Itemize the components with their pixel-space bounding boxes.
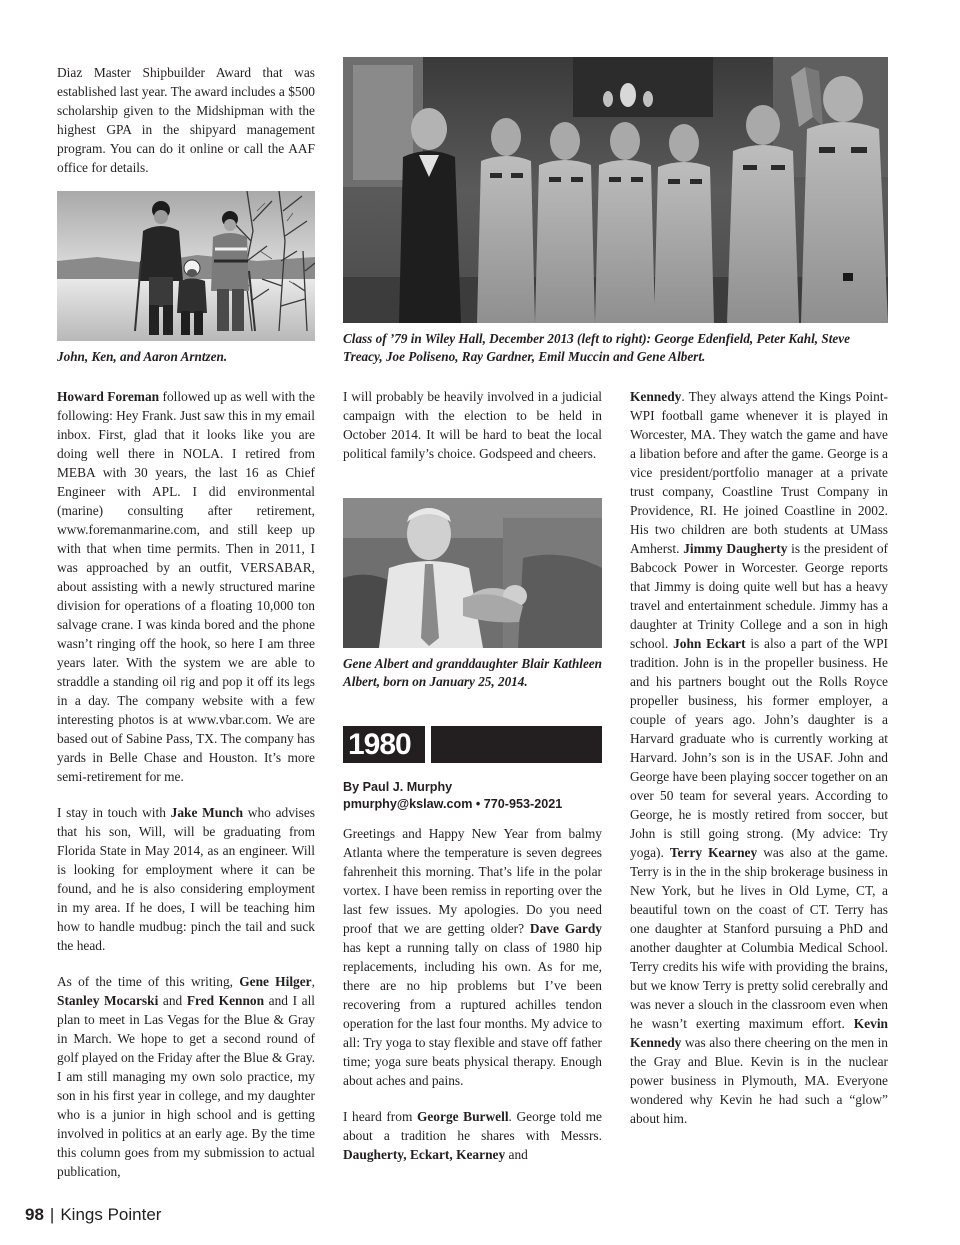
class-year-label: 1980 (348, 728, 411, 761)
body-text: has kept a running tally on class of 1980 hip replacements, including his own. As for me, there are no hip problems but I’ve been recovering from a ruptured achilles tendon operation for the last four months. My advice to all: Try yoga to stay flexible and stave off father time; yoga sure beats physical therapy. Enough about aches and pains. (343, 940, 602, 1088)
person-name: Dave Gardy (529, 921, 602, 936)
body-text: I will probably be heavily involved in a judicial campaign with the election to be held in October 2014. It will be hard to beat the local political family’s choice. Godspeed and cheers. (343, 389, 602, 461)
person-name: Kevin Kennedy (630, 1016, 888, 1050)
body-text: Greetings and Happy New Year from balmy Atlanta where the temperature is seven degrees fahrenheit this morning. That’s life in the polar vortex. I have been remiss in reporting over the last few issues. My apologies. Do you need proof that we are getting older? (343, 826, 602, 936)
column-1 (57, 387, 315, 1181)
footer-separator: | (49, 1205, 55, 1224)
person-name: John Eckart (673, 636, 746, 651)
column-2-lower (343, 824, 602, 1164)
person-name: Jake Munch (170, 805, 244, 820)
page-footer (25, 1204, 161, 1226)
body-text: and I all plan to meet in Las Vegas for the Blue & Gray in March. We hope to get a second round of golf played on the Friday after the Blue & Gray. I am still managing my own solo practice, my son in his first year in college, and my daughter who is a junior in high school and is getting involved in politics at an early age. By the time this column goes from my submission to actual publication, (57, 993, 316, 1179)
body-text: and (158, 993, 187, 1008)
column-2 (343, 387, 602, 463)
paragraph-las-vegas (57, 972, 315, 1181)
body-text: , (311, 974, 315, 989)
paragraph-jake-munch (57, 803, 315, 955)
class-year-banner (343, 726, 602, 763)
person-name: Daugherty, Eckart, Kearney (343, 1147, 506, 1162)
body-text: I stay in touch with (57, 805, 171, 820)
body-text: followed up as well with the following: Hey Frank. Just saw this in my email inbox. First, glad that it looks like you are doing well there in NOLA. I retired from MEBA with 30 years, the last 16 as Chief Engineer with APL. I did environmental (marine) consulting after retirement, www.foremanmarine.com, and still keep up with that when time permits. Then in 2011, I was approached by an outfit, VERSABAR, about assisting with a newly structured marine division for operations of a floating 10,000 ton salvage crane. I was kinda bored and the phone wasn’t ringing off the hook, so here I am three years later. With the system we are able to straddle a standing oil rig and pop it off its legs in a day. The company website with a few interesting photos is at www.vbar.com. We are based out of Sabine Pass, TX. The company has yards in Belle Chase and Houston. It’s more semi-retirement for me. (57, 389, 315, 784)
byline-name: By Paul J. Murphy (343, 780, 453, 794)
byline (343, 779, 562, 813)
person-name: Howard Foreman (57, 389, 160, 404)
paragraph-greetings (343, 824, 602, 1090)
intro-paragraph: Diaz Master Shipbuilder Award that was established last year. The award includes a $500 scholarship given to the Midshipman with the highest GPA in the shipyard management program. You can do it online or call the AAF office for details. (57, 65, 315, 175)
class-year-box (343, 726, 431, 763)
body-text: was also at the game. Terry is in the in the ship brokerage business in New York, but he lives in Old Lyme, CT, a beautiful town on the coast of CT. Terry has one daughter at Stanford pursuing a PhD and another daughter at Columbia Medical School. Terry credits his wife with providing the brains, but we know Terry is pretty solid cerebrally and was never a slouch in the classroom even when he wasn’t exerting maximum effort. (630, 845, 888, 1031)
person-name: Fred Kennon (186, 993, 265, 1008)
body-text: I heard from (343, 1109, 417, 1124)
byline-contact: pmurphy@kslaw.com • 770-953-2021 (343, 797, 563, 811)
paragraph-george-burwell (343, 1107, 602, 1164)
person-name: Terry Kearney (669, 845, 758, 860)
publication-name: Kings Pointer (60, 1205, 162, 1224)
body-text: . They always attend the Kings Point-WPI football game whenever it is played in Worcester, MA. They watch the game and have a libation before and after the game. George is a vice president/portfolio manager at a private trust company, Coastline Trust Company in Providence, RI. He joined Coastline in 2002. His two children are both students at UMass Amherst. (630, 389, 888, 556)
ski-photo (57, 191, 315, 341)
person-name: Kennedy (630, 389, 682, 404)
group-photo-image (343, 57, 888, 323)
body-text: . George told me about a tradition he shares with Messrs. (343, 1109, 602, 1143)
body-text: was also there cheering on the men in the Gray and Blue. Kevin is in the nuclear power business in Plymouth, MA. Everyone wondered why Kevin he had such a “glow” about him. (630, 1035, 888, 1126)
paragraph-howard-foreman (57, 387, 315, 786)
paragraph-wpi-tradition (630, 387, 888, 1128)
body-text: is also a part of the WPI tradition. John is in the propeller business. He and his partners bought out the Rolls Royce propeller business, his former employer, a couple of years ago. John’s daughter is a Harvard graduate who is currently working at Harvard. John’s son is in the USAF. John and George have been playing soccer together on an over 50 team for several years. According to George, he is mostly retired from soccer, but John is still going strong. (My advice: Try yoga). (630, 636, 889, 860)
body-text: is the president of Babcock Power in Worcester. George reports that Jimmy is doing quite well but has a heavy travel and entertainment schedule. Jimmy has a daughter at Trinity College and a son in high school. (630, 541, 889, 651)
person-name: Gene Hilger (239, 974, 312, 989)
baby-photo-image (343, 498, 602, 648)
body-text: who advises that his son, Will, will be graduating from Florida State in May 2014, as an engineer. Will is looking for employment where it can be found, and he is also considering employment in my area. If he does, I will be teaching him how to handle mudbug: pinch the tail and suck the head. (57, 805, 315, 953)
person-name: Stanley Mocarski (57, 993, 159, 1008)
person-name: Jimmy Daugherty (683, 541, 788, 556)
ski-photo-image (57, 191, 315, 341)
group-photo (343, 57, 888, 323)
column-3 (630, 387, 888, 1128)
baby-photo (343, 498, 602, 648)
group-photo-caption: Class of ’79 in Wiley Hall, December 2013 (left to right): George Edenfield, Peter Kahl, Steve Treacy, Joe Poliseno, Ray Gardner, Emil Muccin and Gene Albert. (343, 331, 850, 364)
baby-photo-caption: Gene Albert and granddaughter Blair Kathleen Albert, born on January 25, 2014. (343, 656, 602, 689)
page-number: 98 (25, 1205, 44, 1224)
body-text: As of the time of this writing, (57, 974, 240, 989)
paragraph-judicial-campaign (343, 387, 602, 463)
body-text: and (505, 1147, 528, 1162)
person-name: George Burwell (416, 1109, 509, 1124)
ski-photo-caption: John, Ken, and Aaron Arntzen. (57, 349, 228, 364)
